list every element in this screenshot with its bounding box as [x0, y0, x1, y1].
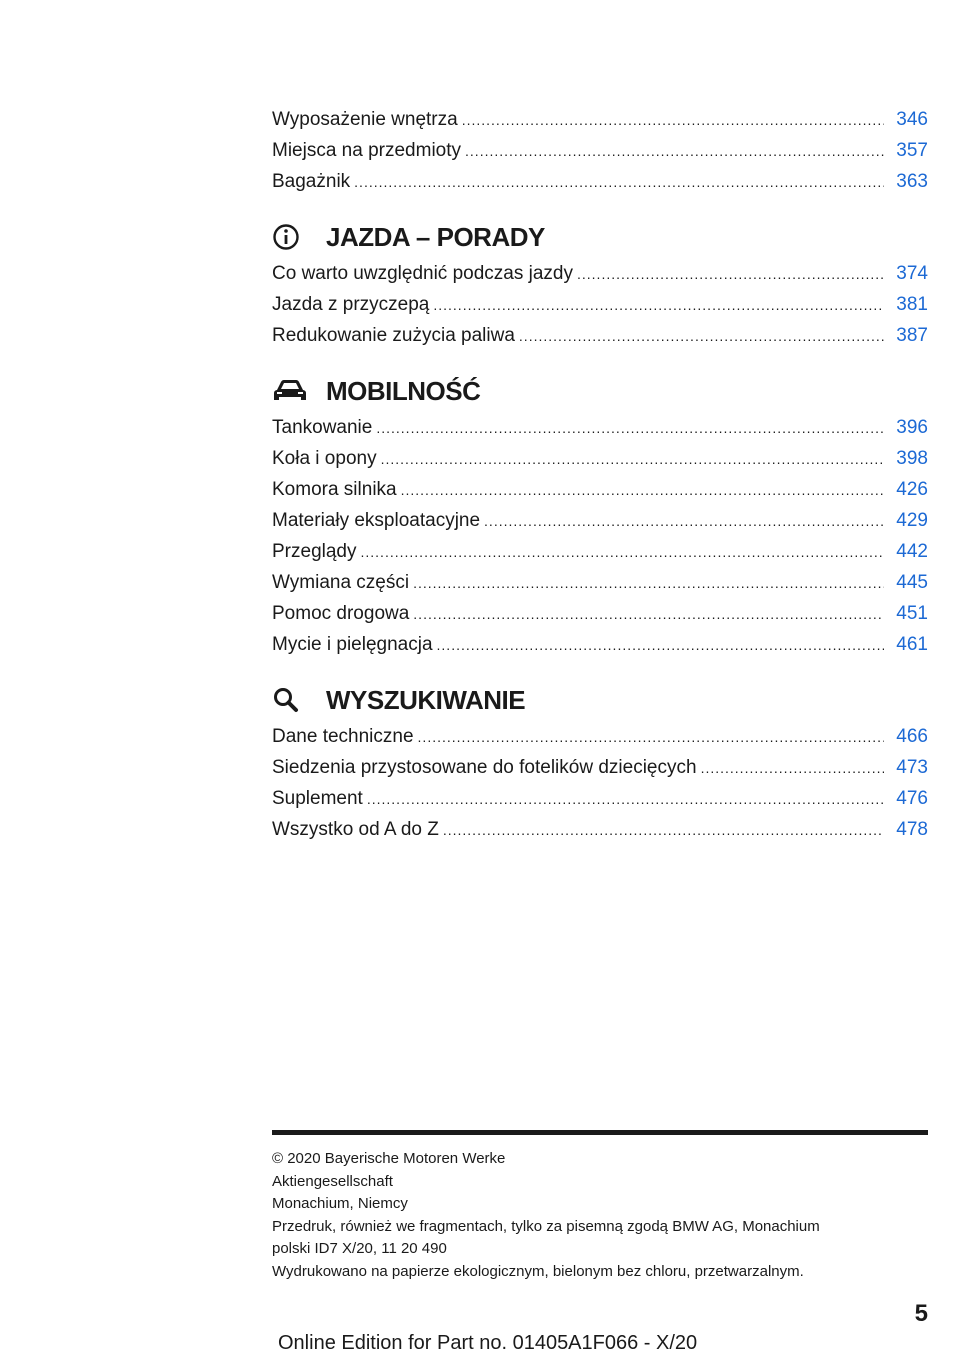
- toc-entry[interactable]: [272, 598, 928, 629]
- toc-page-link[interactable]: 476: [896, 788, 928, 809]
- toc-entry[interactable]: [272, 320, 928, 351]
- toc-dot-leader: [381, 444, 884, 475]
- toc-page-link[interactable]: 466: [896, 726, 928, 747]
- toc-entry[interactable]: [272, 166, 928, 197]
- imprint-line: Monachium, Niemcy: [272, 1195, 408, 1212]
- toc-page-link[interactable]: 374: [896, 263, 928, 284]
- toc-dot-leader: [701, 753, 884, 784]
- toc-dot-leader: [367, 784, 884, 815]
- online-edition-watermark: Online Edition for Part no. 01405A1F066 - X/20: [278, 1332, 698, 1354]
- toc-entry-title: Miejsca na przedmioty: [272, 140, 462, 161]
- toc-dot-leader: [418, 722, 884, 753]
- imprint: [272, 1148, 928, 1283]
- toc-dot-leader: [443, 815, 884, 846]
- section-header: [272, 683, 928, 717]
- section-title: MOBILNOŚĆ: [326, 375, 481, 406]
- toc-page-link[interactable]: 442: [896, 541, 928, 562]
- toc-dot-leader: [413, 599, 884, 630]
- toc-page-link[interactable]: 357: [896, 140, 928, 161]
- section-title: WYSZUKIWANIE: [326, 684, 526, 715]
- toc-dot-leader: [577, 259, 884, 290]
- toc-entry-title: Siedzenia przystosowane do fotelików dziecięcych: [272, 757, 697, 778]
- toc-dot-leader: [413, 568, 884, 599]
- search-icon: [272, 683, 312, 717]
- toc-entry-title: Tankowanie: [272, 417, 373, 438]
- toc-page-link[interactable]: 429: [896, 510, 928, 531]
- toc-entry-title: Wyposażenie wnętrza: [272, 109, 458, 130]
- toc-page-link[interactable]: 445: [896, 572, 928, 593]
- toc-entry-title: Suplement: [272, 788, 363, 809]
- toc-page-link[interactable]: 346: [896, 109, 928, 130]
- toc-entry[interactable]: [272, 629, 928, 660]
- toc-entry[interactable]: [272, 505, 928, 536]
- toc-entry-title: Co warto uwzględnić podczas jazdy: [272, 263, 573, 284]
- imprint-line: Aktiengesellschaft: [272, 1172, 393, 1190]
- toc-page-link[interactable]: 363: [896, 171, 928, 192]
- toc-dot-leader: [401, 475, 884, 506]
- toc-entry-title: Wymiana części: [272, 572, 410, 593]
- toc-entry-title: Bagażnik: [272, 171, 351, 192]
- toc-entry-title: Wszystko od A do Z: [272, 819, 439, 840]
- toc-entry[interactable]: [272, 536, 928, 567]
- toc-entry[interactable]: [272, 783, 928, 814]
- toc-page-link[interactable]: 396: [896, 417, 928, 438]
- toc-entry-title: Przeglądy: [272, 541, 357, 562]
- imprint-line: Wydrukowano na papierze ekologicznym, bielonym bez chloru, przetwarzalnym.: [272, 1262, 804, 1280]
- toc-dot-leader: [437, 630, 884, 661]
- toc-entry[interactable]: [272, 443, 928, 474]
- toc-entry-title: Komora silnika: [272, 479, 397, 500]
- toc-entry[interactable]: [272, 412, 928, 443]
- toc-entry[interactable]: [272, 258, 928, 289]
- toc-entry-title: Materiały eksploatacyjne: [272, 510, 481, 531]
- info-circle-icon: [272, 220, 312, 254]
- toc-page-link[interactable]: 451: [896, 603, 928, 624]
- toc-dot-leader: [376, 413, 884, 444]
- toc-entry[interactable]: [272, 135, 928, 166]
- toc-dot-leader: [361, 537, 885, 568]
- table-of-contents: [272, 104, 928, 845]
- toc-entry-title: Jazda z przyczepą: [272, 294, 430, 315]
- toc-entry-title: Pomoc drogowa: [272, 603, 410, 624]
- toc-dot-leader: [433, 290, 884, 321]
- toc-entry[interactable]: [272, 104, 928, 135]
- toc-entry[interactable]: [272, 474, 928, 505]
- toc-entry[interactable]: [272, 289, 928, 320]
- toc-dot-leader: [465, 136, 884, 167]
- toc-page-link[interactable]: 461: [896, 634, 928, 655]
- toc-entry[interactable]: [272, 814, 928, 845]
- toc-entry[interactable]: [272, 752, 928, 783]
- section-header: [272, 374, 928, 408]
- toc-dot-leader: [354, 167, 884, 198]
- car-icon: [272, 374, 312, 408]
- toc-dot-leader: [519, 321, 884, 352]
- toc-page-link[interactable]: 473: [896, 757, 928, 778]
- toc-entry-title: Mycie i pielęgnacja: [272, 634, 433, 655]
- toc-entry-title: Koła i opony: [272, 448, 377, 469]
- toc-entry-title: Redukowanie zużycia paliwa: [272, 325, 515, 346]
- page-number: 5: [914, 1300, 928, 1327]
- section-header: [272, 220, 928, 254]
- toc-page-link[interactable]: 387: [896, 325, 928, 346]
- footer-divider: [272, 1130, 928, 1135]
- toc-entry[interactable]: [272, 567, 928, 598]
- imprint-line: © 2020 Bayerische Motoren Werke: [272, 1150, 506, 1167]
- section-title: JAZDA – PORADY: [326, 221, 545, 252]
- toc-page-link[interactable]: 478: [896, 819, 928, 840]
- toc-dot-leader: [462, 105, 884, 136]
- toc-page-link[interactable]: 398: [896, 448, 928, 469]
- toc-dot-leader: [484, 506, 884, 537]
- toc-entry-title: Dane techniczne: [272, 726, 414, 747]
- toc-entry[interactable]: [272, 721, 928, 752]
- toc-page-link[interactable]: 381: [896, 294, 928, 315]
- imprint-line: polski ID7 X/20, 11 20 490: [272, 1240, 447, 1257]
- imprint-line: Przedruk, również we fragmentach, tylko za pisemną zgodą BMW AG, Monachium: [272, 1217, 820, 1235]
- toc-page-link[interactable]: 426: [896, 479, 928, 500]
